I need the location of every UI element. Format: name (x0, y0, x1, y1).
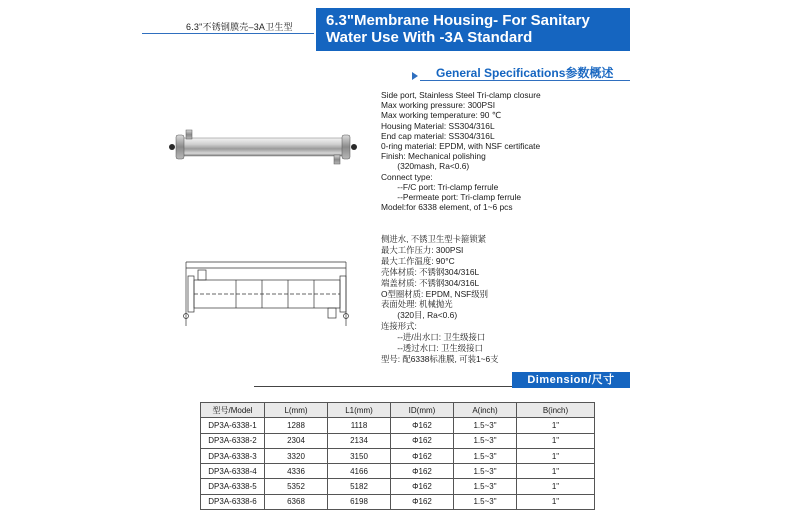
table-row (201, 479, 595, 494)
table-cell: DP3A-6338-2 (201, 433, 265, 448)
table-cell: Φ162 (391, 418, 454, 433)
dimension-table (200, 402, 595, 510)
table-cell: 1.5~3" (454, 418, 517, 433)
column-header: A(inch) (454, 403, 517, 418)
table-cell: 1118 (328, 418, 391, 433)
table-cell: 3320 (265, 448, 328, 463)
table-cell: 3150 (328, 448, 391, 463)
table-cell: 4336 (265, 464, 328, 479)
table-cell: 6368 (265, 494, 328, 509)
table-cell: 1" (517, 479, 595, 494)
spec-line: 最大工作压力: 300PSI (381, 244, 464, 255)
table-cell: DP3A-6338-4 (201, 464, 265, 479)
english-specifications (381, 90, 541, 212)
spec-line: Finish: Mechanical polishing (381, 151, 486, 162)
spec-line: (320目, Ra<0.6) (381, 310, 458, 321)
table-cell: Φ162 (391, 433, 454, 448)
column-header: 型号/Model (201, 403, 265, 418)
spec-line: Model:for 6338 element, of 1~6 pcs (381, 202, 513, 213)
table-cell: 2304 (265, 433, 328, 448)
table-cell: Φ162 (391, 448, 454, 463)
spec-line: End cap material: SS304/316L (381, 130, 495, 141)
table-cell: 2134 (328, 433, 391, 448)
spec-line: --F/C port: Tri-clamp ferrule (381, 181, 499, 192)
table-cell: 1.5~3" (454, 448, 517, 463)
spec-line: 最大工作温度: 90°C (381, 255, 455, 266)
table-cell: 1.5~3" (454, 494, 517, 509)
table-cell: 1" (517, 494, 595, 509)
table-cell: 1" (517, 448, 595, 463)
spec-line: Connect type: (381, 171, 433, 182)
spec-line: 连接形式: (381, 321, 417, 332)
spec-line: 端盖材质: 不锈钢304/316L (381, 277, 480, 288)
table-row (201, 464, 595, 479)
spec-line: Max working temperature: 90 ℃ (381, 110, 502, 121)
column-header: ID(mm) (391, 403, 454, 418)
column-header: B(inch) (517, 403, 595, 418)
table-cell: 4166 (328, 464, 391, 479)
table-cell: DP3A-6338-3 (201, 448, 265, 463)
column-header: L1(mm) (328, 403, 391, 418)
spec-line: 0-ring material: EPDM, with NSF certificate (381, 141, 541, 152)
section-marker-icon (412, 72, 418, 80)
dimension-heading: Dimension/尺寸 (512, 372, 630, 388)
spec-line: --Permeate port: Tri-clamp ferrule (381, 192, 522, 203)
dimension-divider (254, 386, 512, 387)
table-row (201, 418, 595, 433)
table-header-row (201, 403, 595, 418)
spec-line: 表面处理: 机械抛光 (381, 299, 453, 310)
spec-line: Side port, Stainless Steel Tri-clamp closure (381, 90, 541, 100)
table-cell: 1.5~3" (454, 433, 517, 448)
table-cell: 6198 (328, 494, 391, 509)
housing-dimension-drawing (176, 256, 356, 330)
spec-line: O型圈材质: EPDM, NSF级别 (381, 288, 489, 299)
table-row (201, 433, 595, 448)
title-banner (316, 8, 630, 51)
title-underline (142, 33, 314, 34)
general-specifications-heading: General Specifications参数概述 (436, 66, 614, 80)
table-cell: DP3A-6338-6 (201, 494, 265, 509)
table-cell: DP3A-6338-5 (201, 479, 265, 494)
table-cell: 1.5~3" (454, 464, 517, 479)
table-cell: 1" (517, 464, 595, 479)
column-header: L(mm) (265, 403, 328, 418)
table-cell: Φ162 (391, 494, 454, 509)
table-row (201, 448, 595, 463)
table-cell: Φ162 (391, 479, 454, 494)
spec-line: 型号: 配6338标准膜, 可装1~6支 (381, 353, 499, 364)
title-line-2: Water Use With -3A Standard (326, 29, 533, 46)
table-row (201, 494, 595, 509)
spec-line: 壳体材质: 不锈钢304/316L (381, 266, 480, 277)
table-cell: 1.5~3" (454, 479, 517, 494)
chinese-specifications (381, 234, 499, 365)
title-line-1: 6.3"Membrane Housing- For Sanitary (326, 12, 590, 29)
spec-line: Housing Material: SS304/316L (381, 120, 495, 131)
spec-line: 侧进水, 不锈卫生型卡箍锁紧 (381, 234, 487, 244)
chinese-product-title: 6.3"不锈钢膜壳–3A卫生型 (186, 22, 293, 32)
spec-line: (320mash, Ra<0.6) (381, 161, 470, 172)
table-cell: 5182 (328, 479, 391, 494)
spec-line: --透过水口: 卫生级接口 (381, 343, 483, 354)
table-cell: DP3A-6338-1 (201, 418, 265, 433)
table-cell: 1" (517, 418, 595, 433)
table-cell: 1288 (265, 418, 328, 433)
spec-line: --进/出水口: 卫生级接口 (381, 332, 486, 343)
table-cell: 1" (517, 433, 595, 448)
table-cell: Φ162 (391, 464, 454, 479)
table-cell: 5352 (265, 479, 328, 494)
membrane-housing-photo (168, 124, 358, 170)
spec-line: Max working pressure: 300PSI (381, 100, 496, 111)
